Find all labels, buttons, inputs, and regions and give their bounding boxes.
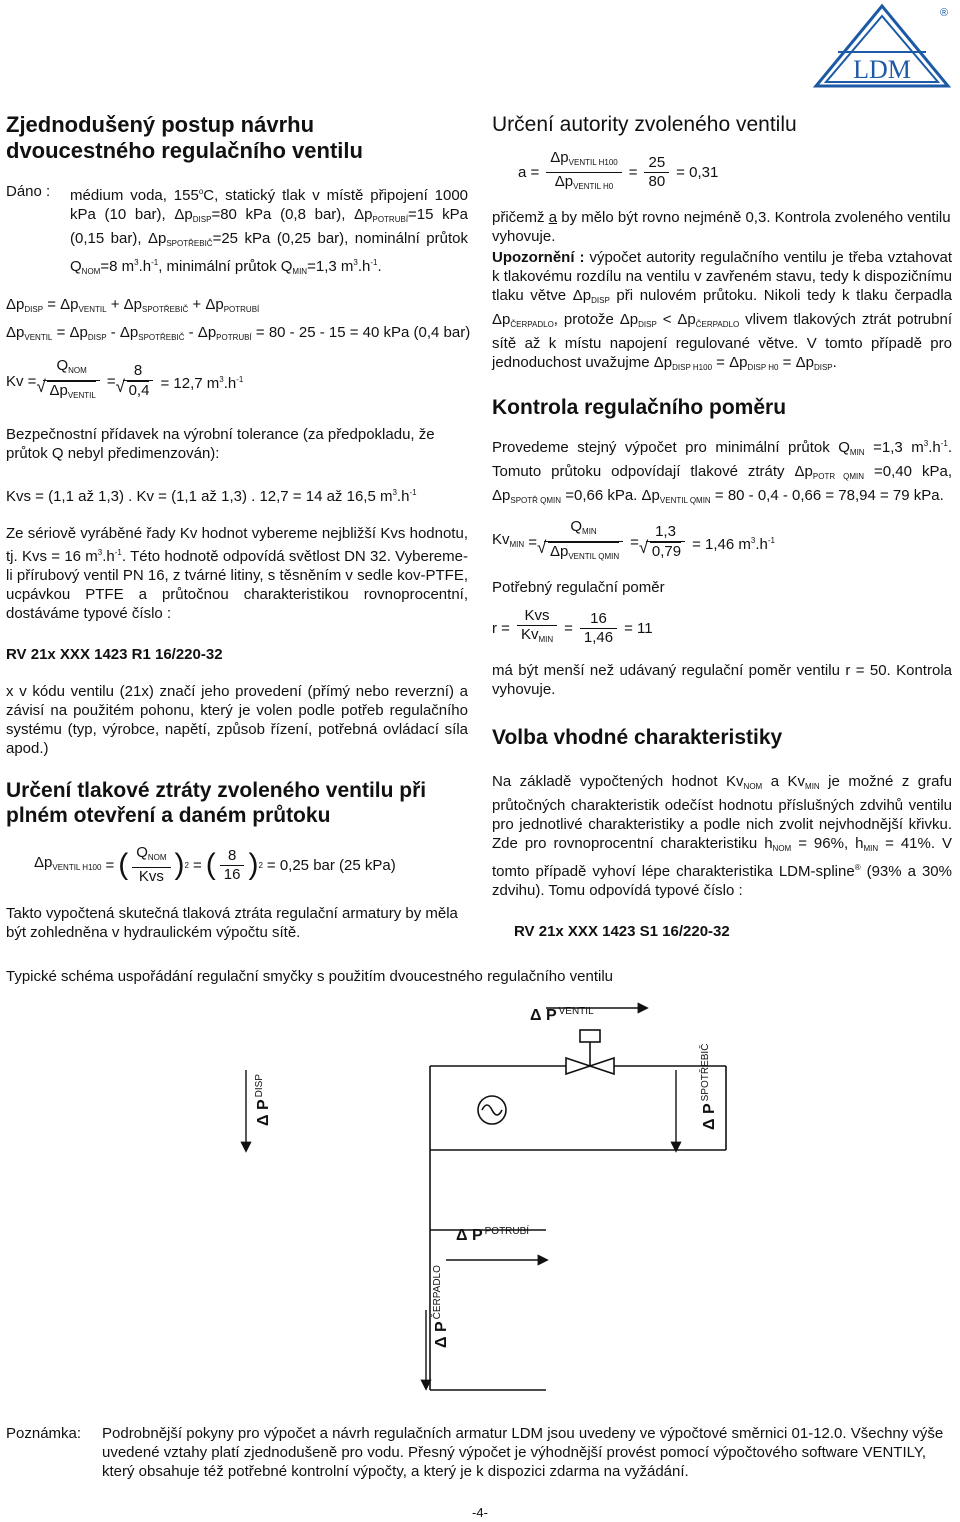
logo-text: LDM bbox=[853, 55, 911, 84]
characteristic-text: Na základě vypočtených hodnot $Kv_{NOM}$ a $Kv_{MIN}$ je možné z grafu průtočných charakteristik odečíst hodnotu příslušných zdvihů ventilu pro jednotlivé charakteristiky a podle nich zvolit nejvhodnější křivku. Zde pro rovnoprocentní charakteristiku $h_{NOM} = 96\%$, $h_{MIN} = 41\%$. V tomto případě vyhoví lépe charakteristika LDM-spline® (93% a 30% zdvihu). Tomu odpovídá typové číslo : bbox=[492, 773, 952, 899]
ldm-logo bbox=[812, 2, 952, 88]
label-dp-potrubi: Δ P $^{POTRUBÍ}$ bbox=[456, 1226, 530, 1244]
safety-text: Bezpečnostní přídavek na výrobní tolerance (za předpokladu, že průtok Q nebyl předimenzován): bbox=[6, 426, 435, 462]
note-label: Poznámka: bbox=[6, 1425, 82, 1442]
pressure-balance-formula bbox=[6, 295, 471, 347]
label-dp-disp: Δ $P^{DISP}$ bbox=[254, 1074, 272, 1126]
min-flow-text: Provedeme stejný výpočet pro minimální průtok $Q_{MIN} =1,3$ $m^3.h^{-1}$. Tomuto průtoku odpovídají tlakové ztráty $\Delta p_{POTR QMIN} =0,40$ kPa, $\Delta p_{SPOTŘ QMIN} =0,66$ kPa. $\Delta p_{VENTIL QMIN} = 80 - 0,4 - 0,66 = 78,94 = 79$ kPa. bbox=[492, 439, 953, 505]
label-dp-cerpadlo: Δ $P^{ČERPADLO}$ bbox=[432, 1265, 450, 1348]
type-number-s1: RV 21x XXX 1423 S1 16/220-32 bbox=[514, 923, 730, 940]
left-title: Zjednodušený postup návrhu dvoucestného regulačního ventilu bbox=[6, 112, 363, 163]
warning-text: Upozornění : výpočet autority regulačního ventilu je třeba vztahovat k tlakovému rozdílu na ventilu v zavřeném stavu, tedy k dispozičnímu tlaku větve $\Delta p_{DISP}$ při nulovém průtoku. Nikoli tedy k tlaku čerpadla $\Delta p_{ČERPADLO}$, protože $\Delta p_{DISP} < \Delta p_{ČERPADLO}$ vlivem tlakových ztrát potrubní sítě až k místu napojení regulované větve. V tomto případě pro jednoduchost uvažujme $\Delta p_{DISP H100} = \Delta p_{DISP H0} = \Delta p_{DISP}$. bbox=[492, 249, 953, 372]
left-column bbox=[6, 112, 471, 942]
ratio-formula: r = $\frac{\text{Kvs}}{Kv_{MIN}}$ = $\frac{16}{1,46}$ = 11 bbox=[492, 607, 653, 646]
type-number-r1: RV 21x XXX 1423 R1 16/220-32 bbox=[6, 646, 223, 663]
control-loop-diagram bbox=[6, 990, 946, 1410]
ratio-title: Kontrola regulačního poměru bbox=[492, 396, 787, 419]
needed-ratio-text: Potřebný regulační poměr bbox=[492, 579, 665, 596]
page-number: -4- bbox=[472, 1505, 488, 1520]
authority-title: Určení autority zvoleného ventilu bbox=[492, 113, 797, 136]
right-column bbox=[492, 112, 952, 941]
characteristic-title: Volba vhodné charakteristiky bbox=[492, 726, 783, 749]
series-text: Ze sériově vyráběné řady Kv hodnot vybereme nejbližší Kvs hodnotu, tj. Kvs = 16 $m^3.h^{-1}$. Této hodnotě odpovídá světlost DN 32. Vybereme-li přírubový ventil PN 16, z tvárné litiny, s těsněním v sedle kov-PTFE, ucpávkou PTFE a průtočnou charakteristikou rovnoprocentní, dostáváme typové číslo : bbox=[6, 525, 468, 622]
control-valve-icon bbox=[566, 1030, 614, 1074]
logo-registered: ® bbox=[940, 7, 949, 19]
label-dp-ventil: Δ P $^{VENTIL}$ bbox=[530, 1006, 594, 1024]
loss-text: Takto vypočtená skutečná tlaková ztráta regulační armatury by měla být zohledněna v hydraulickém výpočtu sítě. bbox=[6, 905, 458, 941]
dp-h100-formula: $\Delta p_{VENTIL H100}$ = ( $\frac{Q_{NOM}}{\text{Kvs}}$ ) 2 = ( $\frac{8}{16}$ ) 2 = 0,25 bar (25 kPa) bbox=[34, 844, 396, 885]
x-code-text: x v kódu ventilu (21x) značí jeho provedení (přímý nebo reverzní) a závisí na použitém pohonu, který je volen podle potřeb regulačního systému (typ, výrobce, napětí, způsob řízení, potřebná ovládací síla apod.) bbox=[6, 683, 468, 757]
formula-line-2: $\Delta p_{VENTIL} = \Delta p_{DISP} - \Delta p_{SPOTŘEBIČ} - \Delta p_{POTRUBÍ} = 80 - 25 - 15 = 40$ kPa (0,4 bar) bbox=[6, 324, 471, 342]
pressure-loss-title: Určení tlakové ztráty zvoleného ventilu při plném otevření a daném průtoku bbox=[6, 779, 427, 827]
authority-text: přičemž a by mělo být rovno nejméně 0,3. Kontrola zvoleného ventilu vyhovuje. bbox=[492, 209, 951, 245]
footnote bbox=[6, 1424, 954, 1481]
kv-formula: Kv = $Q_{NOM}$ √ $\Delta p_{VENTIL}$ = 8 √ 0,4 = 12,7 $m^3.h^{-1}$ bbox=[6, 357, 468, 405]
given-section bbox=[6, 182, 468, 281]
formula-line-1: $\Delta p_{DISP} = \Delta p_{VENTIL} + \Delta p_{SPOTŘEBIČ} + \Delta p_{POTRUBÍ}$ bbox=[6, 296, 260, 314]
kvs-formula: Kvs = (1,1 až 1,3) . Kv = (1,1 až 1,3) . 12,7 = 14 až 16,5 $m^3.h^{-1}$ bbox=[6, 488, 417, 505]
ratio-text: má být menší než udávaný regulační poměr ventilu r = 50. Kontrola vyhovuje. bbox=[492, 662, 952, 698]
scheme-title: Typické schéma uspořádání regulační smyčky s použitím dvoucestného regulačního ventilu bbox=[6, 968, 613, 985]
given-text: médium voda, 155$^o$C, statický tlak v místě připojení 1000 kPa (10 bar), $\Delta p_{DISP}=80$ kPa (0,8 bar), $\Delta p_{POTRUBÍ}=15$ kPa (0,15 bar), $\Delta p_{SPOTŘEBIČ}=25$ kPa (0,25 bar), nominální průtok $Q_{NOM}=8$ $m^3.h^{-1}$, minimální průtok $Q_{MIN}=1,3$ $m^3.h^{-1}$. bbox=[70, 187, 469, 276]
consumer-icon bbox=[478, 1096, 506, 1124]
label-dp-spotrebic: Δ $P^{SPOTŘEBIČ}$ bbox=[700, 1043, 718, 1130]
authority-formula: a = $\frac{\Delta p_{VENTIL H100}}{\Delta p_{VENTIL H0}}$ = $\frac{25}{80}$ = 0,31 bbox=[518, 149, 719, 191]
given-label: Dáno : bbox=[6, 183, 51, 200]
kv-min-formula: $Kv_{MIN}$ = $Q_{MIN}$ √ $\Delta p_{VENTIL QMIN}$ = 1,3 √ 0,79 = 1,46 $m^3.h^{-1}$ bbox=[492, 518, 952, 566]
note-text: Podrobnější pokyny pro výpočet a návrh regulačních armatur LDM jsou uvedeny ve výpočtové směrnici 01-12.0. Všechny výše uvedené vztahy platí zjednodušeně pro vodu. Přesný výpočet je výhodnější provést pomocí výpočtového software VENTILY, který obsahuje též potřebné kontrolní výpočty, a který je k dispozici zdarma na vyžádání. bbox=[102, 1425, 944, 1480]
